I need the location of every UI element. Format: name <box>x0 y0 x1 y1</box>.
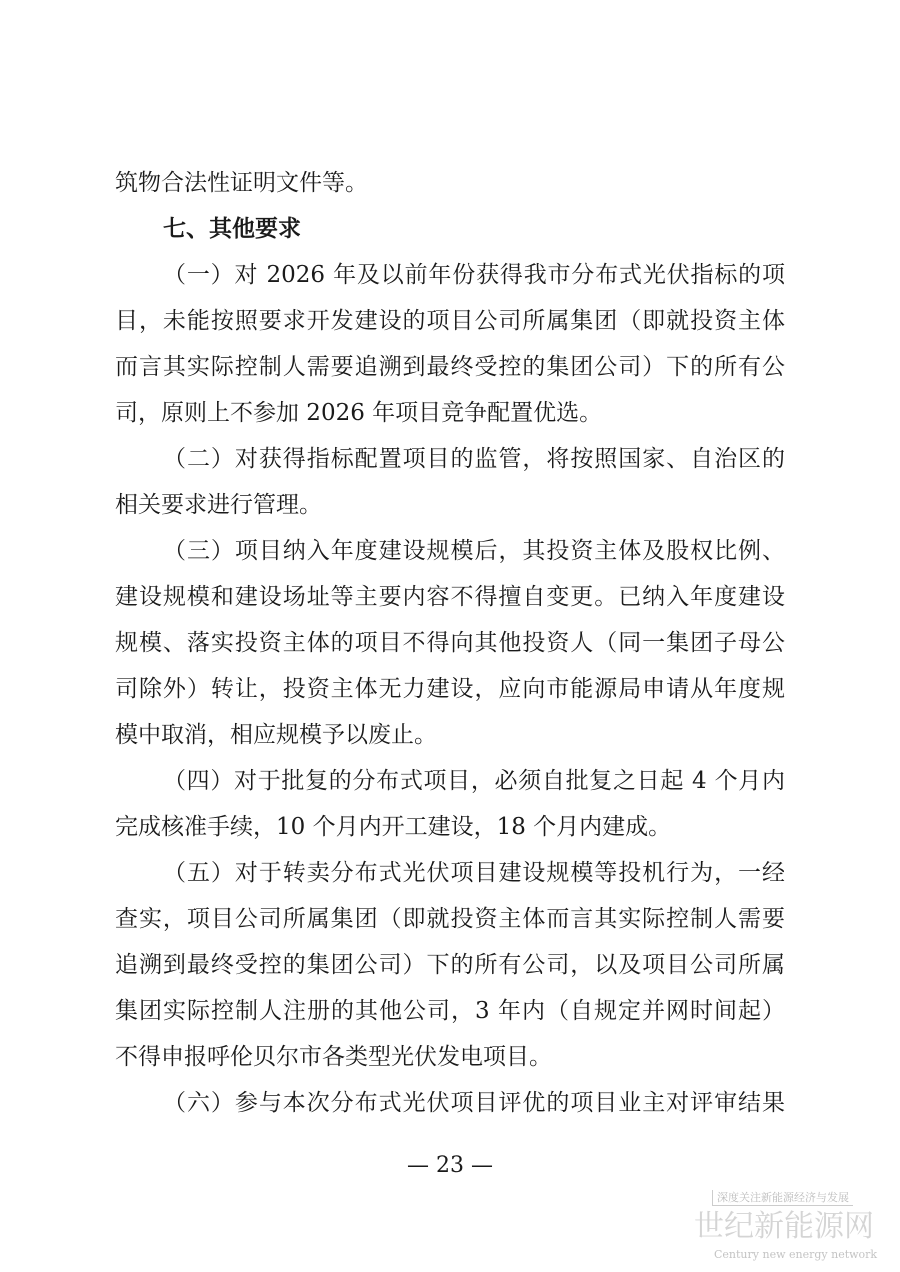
text-line: 司，原则上不参加 2026 年项目竞争配置优选。 <box>115 400 603 426</box>
text-line: 模中取消，相应规模予以废止。 <box>115 722 437 748</box>
text-line: 查实，项目公司所属集团（即就投资主体而言其实际控制人需要 <box>115 906 785 932</box>
text-line: （一）对 2026 年及以前年份获得我市分布式光伏指标的项 <box>163 262 785 288</box>
text-line: 相关要求进行管理。 <box>115 492 322 518</box>
text-line: （四）对于批复的分布式项目，必须自批复之日起 4 个月内 <box>163 768 785 794</box>
text-line: 规模、落实投资主体的项目不得向其他投资人（同一集团子母公 <box>115 630 785 656</box>
watermark-name: 世纪新能源网 <box>694 1209 874 1244</box>
text-line: 集团实际控制人注册的其他公司，3 年内（自规定并网时间起） <box>115 998 785 1024</box>
page-number: — 23 — <box>407 1153 493 1178</box>
text-line: （五）对于转卖分布式光伏项目建设规模等投机行为，一经 <box>163 860 785 886</box>
watermark-tagline: 深度关注新能源经济与发展 <box>712 1190 853 1206</box>
text-line: 而言其实际控制人需要追溯到最终受控的集团公司）下的所有公 <box>115 354 785 380</box>
watermark-english: Century new energy network <box>714 1248 878 1261</box>
text-line: 不得申报呼伦贝尔市各类型光伏发电项目。 <box>115 1044 552 1070</box>
watermark-logo <box>694 1190 900 1272</box>
text-line: 完成核准手续，10 个月内开工建设，18 个月内建成。 <box>115 814 672 840</box>
text-line: 筑物合法性证明文件等。 <box>115 170 368 196</box>
text-line: 目，未能按照要求开发建设的项目公司所属集团（即就投资主体 <box>115 308 785 334</box>
text-line: 司除外）转让，投资主体无力建设，应向市能源局申请从年度规 <box>115 676 785 702</box>
text-line: （二）对获得指标配置项目的监管，将按照国家、自治区的 <box>163 446 785 472</box>
document-body <box>115 160 785 1126</box>
text-line: （三）项目纳入年度建设规模后，其投资主体及股权比例、 <box>163 538 785 564</box>
text-line: 追溯到最终受控的集团公司）下的所有公司，以及项目公司所属 <box>115 952 785 978</box>
text-line: 建设规模和建设场址等主要内容不得擅自变更。已纳入年度建设 <box>115 584 785 610</box>
section-heading: 七、其他要求 <box>163 216 301 242</box>
text-line: （六）参与本次分布式光伏项目评优的项目业主对评审结果 <box>163 1090 785 1116</box>
